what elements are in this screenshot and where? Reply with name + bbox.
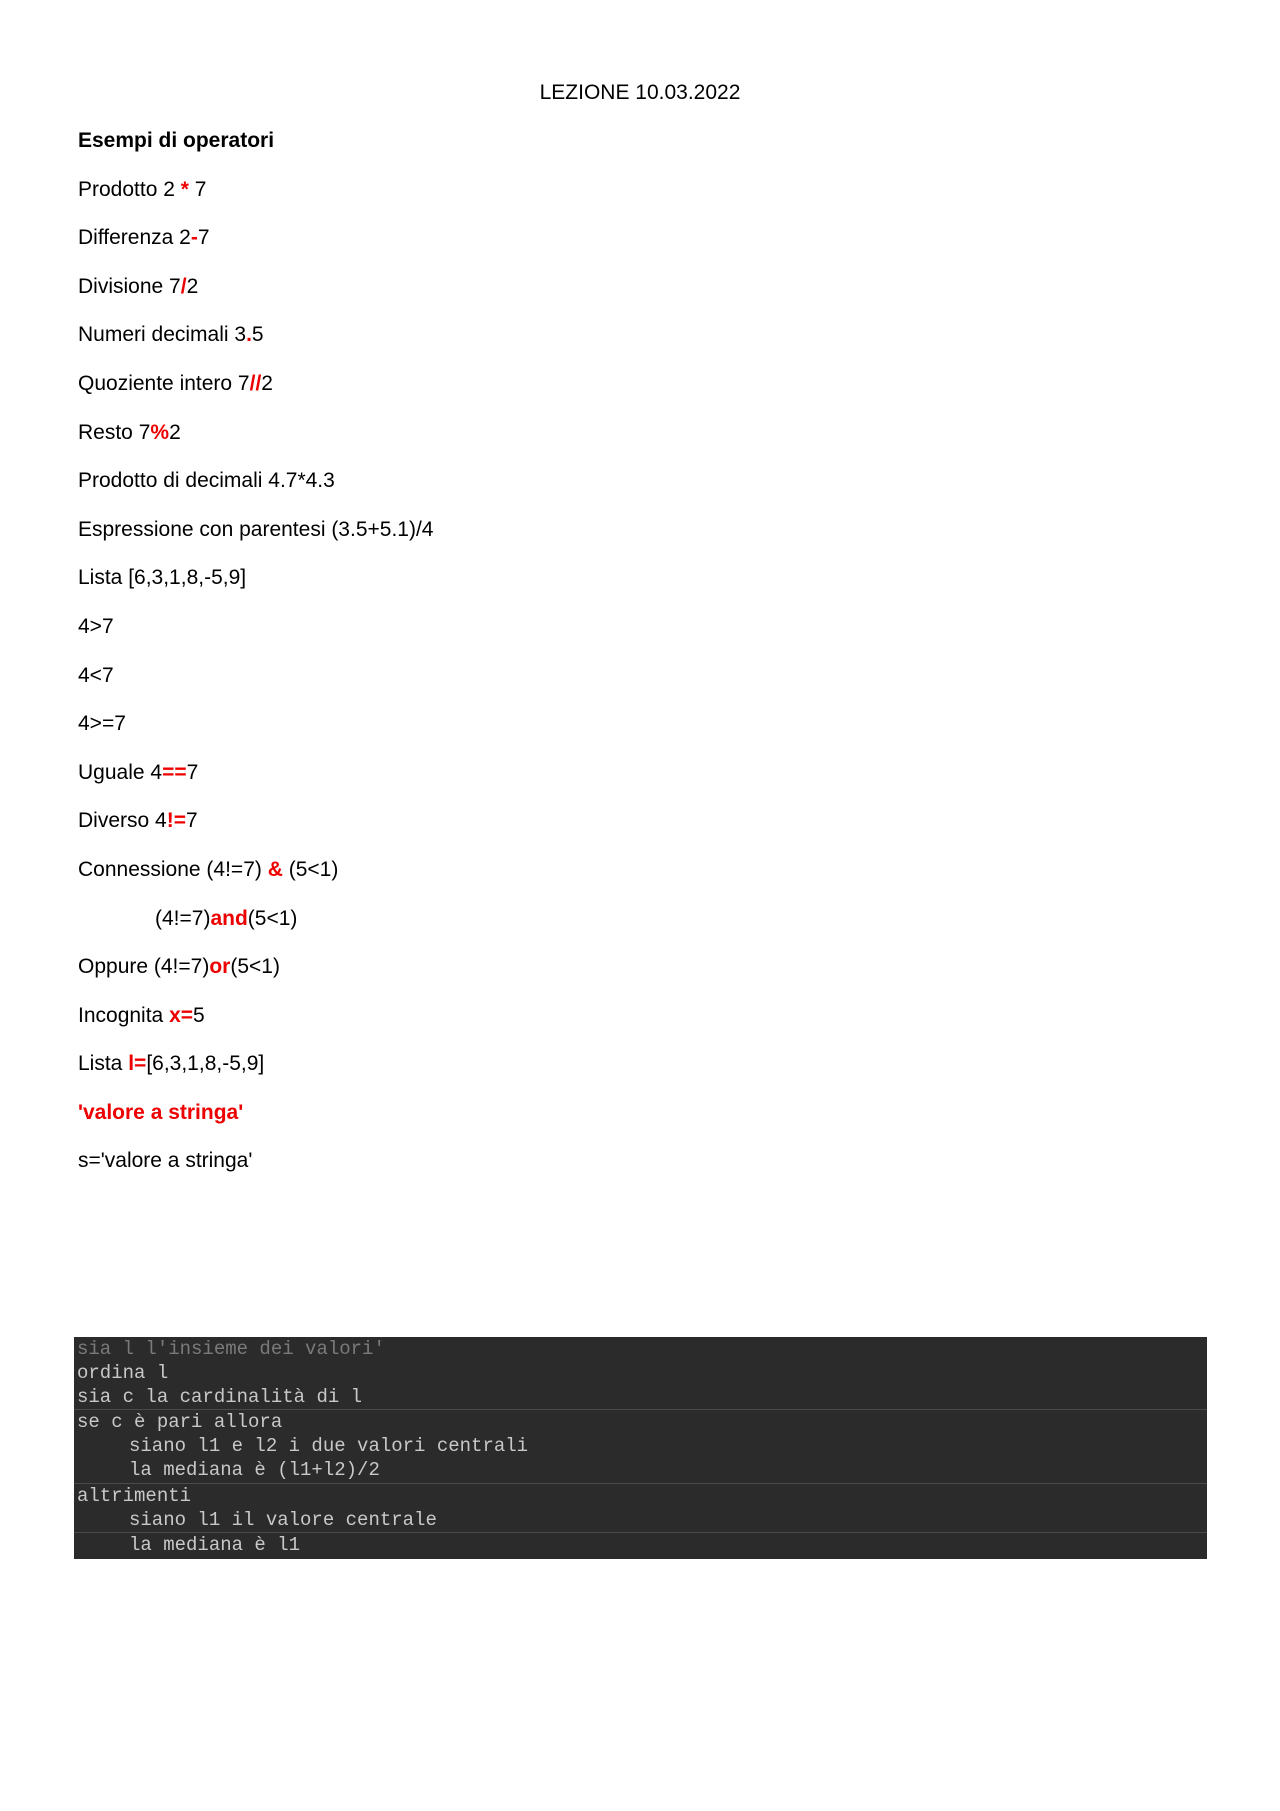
operator-highlight: // — [249, 371, 262, 395]
line-prodotto-decimali: Prodotto di decimali 4.7*4.3 — [78, 469, 335, 493]
document-body — [78, 128, 1178, 1197]
operator-highlight: x= — [169, 1003, 194, 1027]
operator-highlight: % — [150, 420, 170, 444]
code-line: ordina l — [77, 1362, 169, 1385]
code-line: altrimenti — [77, 1484, 192, 1507]
page-title: LEZIONE 10.03.2022 — [539, 81, 741, 104]
operator-highlight: == — [162, 760, 187, 784]
code-group — [74, 1410, 1207, 1483]
operator-highlight: and — [210, 906, 248, 930]
line-lista-assegnata: Lista l=[6,3,1,8,-5,9] — [78, 1052, 265, 1076]
line-uguale: Uguale 4==7 — [78, 760, 199, 784]
line-string-literal: 'valore a stringa' — [78, 1100, 244, 1124]
line-less: 4<7 — [78, 663, 114, 687]
pseudocode-block — [74, 1337, 1207, 1559]
operator-highlight: . — [246, 323, 252, 347]
line-differenza: Differenza 2-7 — [78, 226, 210, 250]
operator-highlight: & — [267, 857, 283, 881]
line-prodotto: Prodotto 2 * 7 — [78, 177, 207, 201]
operator-highlight: l= — [128, 1052, 147, 1076]
code-line: la mediana è (l1+l2)/2 — [129, 1459, 380, 1482]
line-oppure: Oppure (4!=7)or(5<1) — [78, 955, 280, 979]
code-group — [74, 1337, 1207, 1410]
line-numeri-decimali: Numeri decimali 3.5 — [78, 323, 264, 347]
code-line: sia l l'insieme dei valori' — [77, 1338, 385, 1360]
line-incognita: Incognita x=5 — [78, 1003, 205, 1027]
section-heading: Esempi di operatori — [78, 129, 275, 152]
operator-highlight: != — [166, 809, 186, 833]
operator-highlight: - — [190, 226, 198, 250]
code-line: la mediana è l1 — [129, 1533, 301, 1556]
line-greater-equal: 4>=7 — [78, 712, 126, 736]
code-line: siano l1 il valore centrale — [129, 1508, 437, 1531]
line-greater: 4>7 — [78, 614, 114, 638]
line-quoziente-intero: Quoziente intero 7//2 — [78, 371, 273, 395]
line-espressione: Espressione con parentesi (3.5+5.1)/4 — [78, 517, 434, 541]
code-line: se c è pari allora — [77, 1411, 283, 1434]
code-line: sia c la cardinalità di l — [77, 1386, 363, 1409]
operator-highlight: or — [209, 955, 231, 979]
line-and: (4!=7)and(5<1) — [155, 906, 298, 930]
code-group — [74, 1484, 1207, 1533]
line-resto: Resto 7%2 — [78, 420, 181, 444]
line-connessione: Connessione (4!=7) & (5<1) — [78, 857, 339, 881]
code-group — [74, 1533, 1207, 1557]
line-string-assignment: s='valore a stringa' — [78, 1149, 253, 1173]
operator-highlight: / — [180, 274, 187, 298]
code-line: siano l1 e l2 i due valori centrali — [129, 1435, 529, 1458]
line-diverso: Diverso 4!=7 — [78, 809, 198, 833]
line-divisione: Divisione 7/2 — [78, 274, 199, 298]
line-lista: Lista [6,3,1,8,-5,9] — [78, 566, 247, 590]
operator-highlight: * — [180, 177, 189, 201]
